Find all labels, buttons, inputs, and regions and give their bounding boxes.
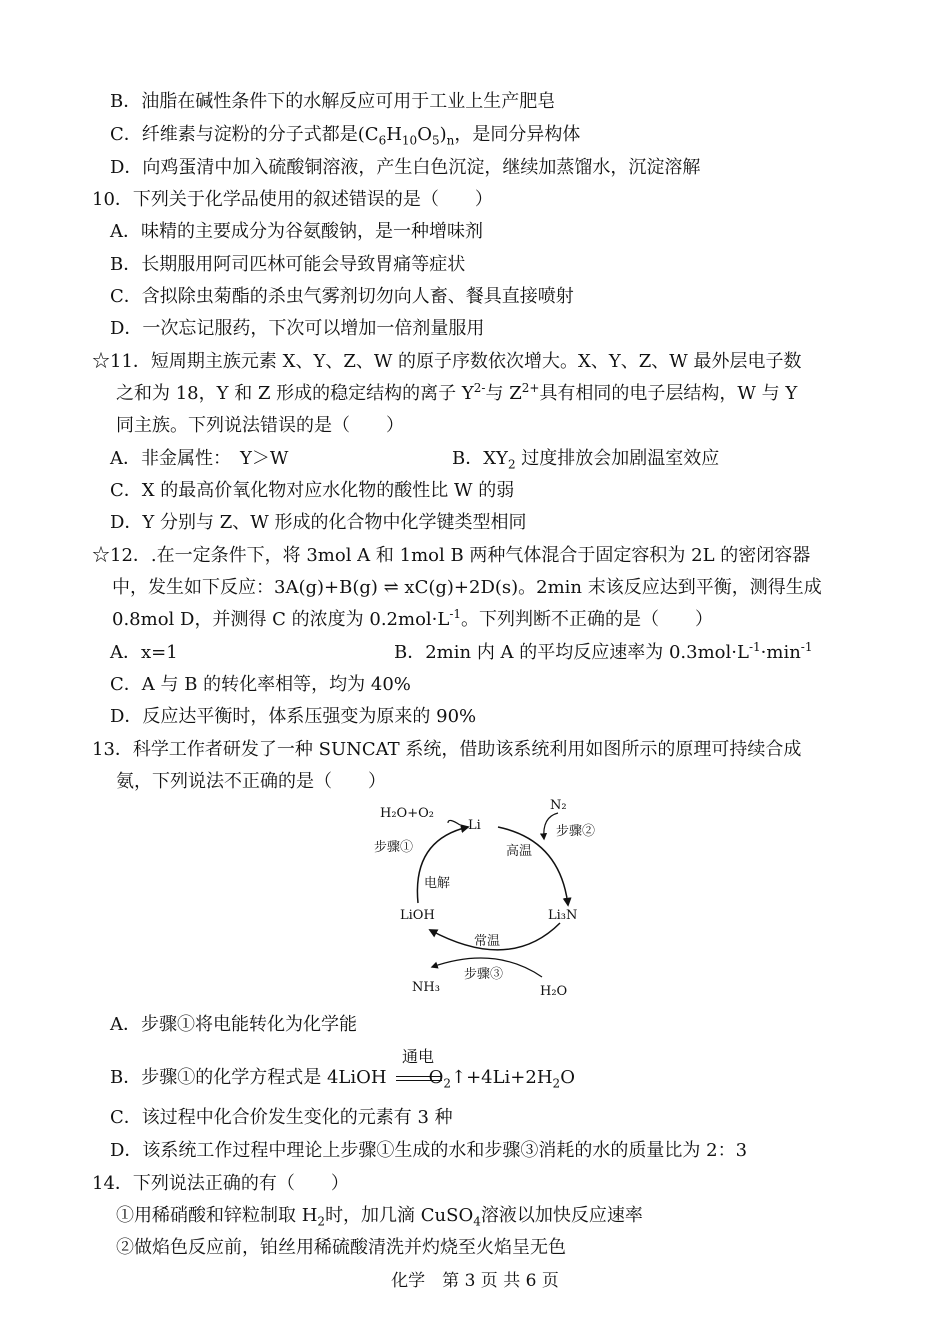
label-h2o-o2: H₂O+O₂ [380, 806, 434, 821]
option-13c: C．该过程中化合价发生变化的元素有 3 种 [110, 1107, 453, 1128]
option-11b: B．$XY_2$ 过度排放会加剧温室效应 [452, 448, 720, 472]
label-dianjie: 电解 [424, 876, 451, 891]
option-12a: A．x=1 [110, 642, 178, 663]
option-13d: D．该系统工作过程中理论上步骤①生成的水和步骤③消耗的水的质量比为 2：3 [110, 1140, 748, 1161]
option-11c: C．X 的最高价氧化物对应水化物的酸性比 W 的弱 [110, 480, 515, 501]
option-11d: D．Y 分别与 Z、W 形成的化合物中化学键类型相同 [110, 512, 527, 533]
question-13-stem-line1: 13．科学工作者研发了一种 SUNCAT 系统，借助该系统利用如图所示的原理可持续合成 [92, 739, 802, 760]
option-13b: B．步骤①的化学方程式是 4LiOH $O_2↑+4Li+2H_2O$ [110, 1067, 575, 1091]
option-11a: A．非金属性： Y＞W [110, 448, 289, 469]
question-11-stem-line1: ☆11．短周期主族元素 X、Y、Z、W 的原子序数依次增大。X、Y、Z、W 最外层电子数 [92, 351, 802, 372]
arrow-release-h2o-o2 [448, 820, 460, 825]
label-nh3: NH₃ [412, 980, 440, 995]
option-9b: B．油脂在碱性条件下的水解反应可用于工业上生产肥皂 [110, 91, 556, 112]
statement-14-1: ①用稀硝酸和锌粒制取 $H_2$时，加几滴 CuSO$_4$溶液以加快反应速率 [116, 1205, 643, 1229]
option-9c: C．纤维素与淀粉的分子式都是$(C_6H_{10}O_5)_n$，是同分异构体 [110, 124, 581, 148]
question-12-stem-line2: 中，发生如下反应：3A(g)+B(g) ⇌ xC(g)+2D(s)。2min 末该反应达到平衡，测得生成 [112, 577, 822, 598]
option-10a: A．味精的主要成分为谷氨酸钠，是一种增味剂 [110, 221, 483, 242]
arrow-lioh-to-li [417, 827, 468, 903]
option-12d: D．反应达平衡时，体系压强变为原来的 90% [110, 706, 477, 727]
label-step2: 步骤② [556, 824, 596, 839]
label-h2o: H₂O [540, 984, 568, 999]
option-13a: A．步骤①将电能转化为化学能 [110, 1014, 357, 1035]
option-12b: B．2min 内 A 的平均反应速率为 $0.3mol\cdot L^{-1}\cdot\min^{-1}$ [394, 640, 813, 663]
question-14-stem: 14．下列说法正确的有（ ） [92, 1173, 349, 1194]
reaction-condition: 通电 [402, 1047, 435, 1066]
option-12c: C．A 与 B 的转化率相等，均为 40% [110, 674, 411, 695]
question-12-stem-line1: ☆12．.在一定条件下，将 3mol A 和 1mol B 两种气体混合于固定容积为 2L 的密闭容器 [92, 545, 811, 566]
label-li3n: Li₃N [548, 908, 578, 923]
option-10d: D．一次忘记服药，下次可以增加一倍剂量服用 [110, 318, 485, 339]
option-10c: C．含拟除虫菊酯的杀虫气雾剂切勿向人畜、餐具直接喷射 [110, 286, 574, 307]
option-10b: B．长期服用阿司匹林可能会导致胃痛等症状 [110, 254, 466, 275]
question-11-stem-line3: 同主族。下列说法错误的是（ ） [116, 415, 404, 436]
label-lioh: LiOH [400, 908, 435, 923]
label-step1: 步骤① [374, 840, 414, 855]
label-changwen: 常温 [474, 934, 501, 949]
option-9d: D．向鸡蛋清中加入硫酸铜溶液，产生白色沉淀，继续加蒸馏水，沉淀溶解 [110, 157, 701, 178]
suncat-cycle-diagram [360, 795, 600, 1010]
question-12-stem-line3: 0.8mol D，并测得 C 的浓度为 $0.2mol\cdot L^{-1}$。下列判断不正确的是（ ） [112, 607, 714, 630]
label-gaowen: 高温 [506, 844, 533, 859]
question-13-stem-line2: 氨，下列说法不正确的是（ ） [116, 771, 386, 792]
label-step3: 步骤③ [464, 967, 504, 982]
label-li: Li [468, 818, 481, 833]
label-n2: N₂ [550, 798, 567, 813]
question-11-stem-line2: 之和为 18，Y 和 Z 形成的稳定结构的离子 $Y^{2-}$与 $Z^{2+}$具有相同的电子层结构，W 与 Y [116, 381, 798, 404]
statement-14-2: ②做焰色反应前，铂丝用稀硫酸清洗并灼烧至火焰呈无色 [116, 1237, 566, 1258]
question-10-stem: 10．下列关于化学品使用的叙述错误的是（ ） [92, 189, 493, 210]
page-footer: 化学 第 3 页 共 6 页 [391, 1271, 559, 1291]
